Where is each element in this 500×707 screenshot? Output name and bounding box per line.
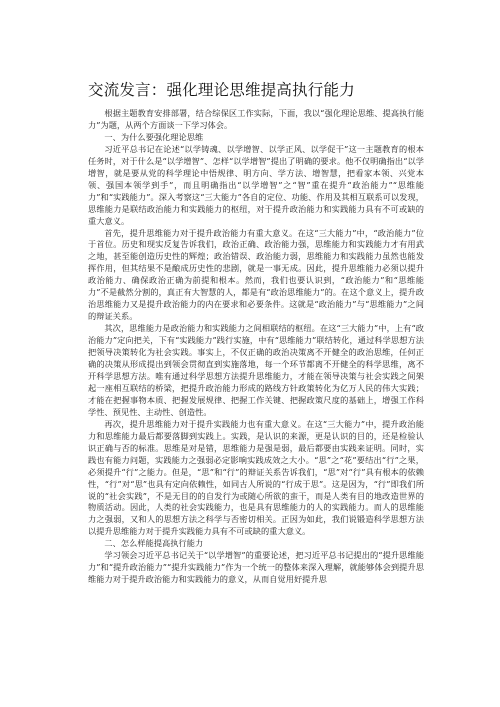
section-heading-2: 二、怎么样能提高执行能力 bbox=[104, 538, 204, 549]
paragraph: 其次，思维能力是政治能力和实践能力之间相联结的枢纽。在这“三大能力”中，上有“政治能力”定向把关，下有“实践能力”践行实施，中有“思维能力”联结转化，通过科学思想方法把领导决策转化为社会实践。事实上，不仅正确的政治决策离不开健全的政治思维，任何正确的决策从形成提出到领会贯彻直到实施落地，每一个环节都离不开健全的科学思维，离不开科学思想方法。唯有通过科学思想方法提升思维能力，才能在领导决策与社会实践之间架起一座相互联结的桥梁，把提升政治能力形成的路线方针政策转化为亿万人民的伟大实践；才能在把握事物本质、把握发展规律、把握工作关键、把握政策尺度的基础上，增强工作科学性、预见性、主动性、创造性。 bbox=[88, 323, 424, 417]
paragraph: 再次，提升思维能力对于提升实践能力也有重大意义。在这“三大能力”中，提升政治能力和思维能力最后都要落脚到实践上。实践，是认识的来源，更是认识的目的，还是检验认识正确与否的标准。思维是对是错，思维能力是强是弱，最后都要由实践来证明。同时，实践也有能力问题，实践能力之强弱必定影响实践成效之大小。“思”之“花”要结出“行”之果，必须提升“行”之能力。但是，“思”和“行”的辩证关系告诉我们，“思”对“行”具有根本的依赖性，“行”对“思”也具有定向依赖性，如同古人所说的“行成于思”。这是因为，“行”即我们所说的“社会实践”，不是无目的的自发行为或随心所欲的蛮干，而是人类有目的地改造世界的物质活动。因此，人类的社会实践能力，也是具有思维能力的人的实践能力。而人的思维能力之强弱，又和人的思想方法之科学与否密切相关。正因为如此，我们说锻造科学思想方法以提升思维能力对于提升实践能力具有不可或缺的重大意义。 bbox=[88, 418, 424, 537]
document-title: 交流发言：强化理论思维提高执行能力 bbox=[88, 81, 355, 99]
document-body bbox=[88, 108, 424, 586]
paragraph-intro: 根据主题教育安排部署，结合综保区工作实际，下面，我以“强化理论思维、提高执行能力”为题，从两个方面谈一下学习体会。 bbox=[88, 108, 424, 130]
paragraph: 习近平总书记在论述“以学铸魂、以学增智、以学正风、以学促干”这一主题教育的根本任务时，对于什么是“以学增智”、怎样“以学增智”提出了明确的要求。他不仅明确指出“以学增智，就是要从党的科学理论中悟规律、明方向、学方法、增智慧，把看家本领、兴党本领、强国本领学到手”，而且明确指出“以学增智”之“智”重在提升“政治能力”“思维能力”和“实践能力”。深入考察这“三大能力”各自的定位、功能、作用及其相互联系可以发现，思维能力是联结政治能力和实践能力的枢纽，对于提升政治能力和实践能力具有不可或缺的重大意义。 bbox=[88, 143, 424, 226]
paragraph: 学习领会习近平总书记关于“以学增智”的重要论述，把习近平总书记提出的“提升思维能力”和“提升政治能力”“提升实践能力”作为一个统一的整体来深入理解，就能够体会到提升思维能力对于提升政治能力和实践能力的意义，从而自觉用好提升思 bbox=[88, 550, 424, 585]
section-heading-1: 一、为什么要强化理论思维 bbox=[104, 131, 204, 142]
paragraph: 首先，提升思维能力对于提升政治能力有重大意义。在这“三大能力”中，“政治能力”位于首位。历史和现实反复告诉我们，政治正确、政治能力强，思维能力和实践能力才有用武之地，甚至能创造历史性的辉煌；政治错误、政治能力弱，思维能力和实践能力虽然也能发挥作用，但其结果不是酿成历史性的悲剧，就是一事无成。因此，提升思维能力必须以提升政治能力、确保政治正确为前提和根本。然而，我们也要认识到，“政治能力”和“思维能力”不是截然分割的，真正有大智慧的人，都是有“政治思维能力”的。在这个意义上，提升政治思维能力又是提升政治能力的内在要求和必要条件。这就是“政治能力”与“思维能力”之间的辩证关系。 bbox=[88, 227, 424, 322]
